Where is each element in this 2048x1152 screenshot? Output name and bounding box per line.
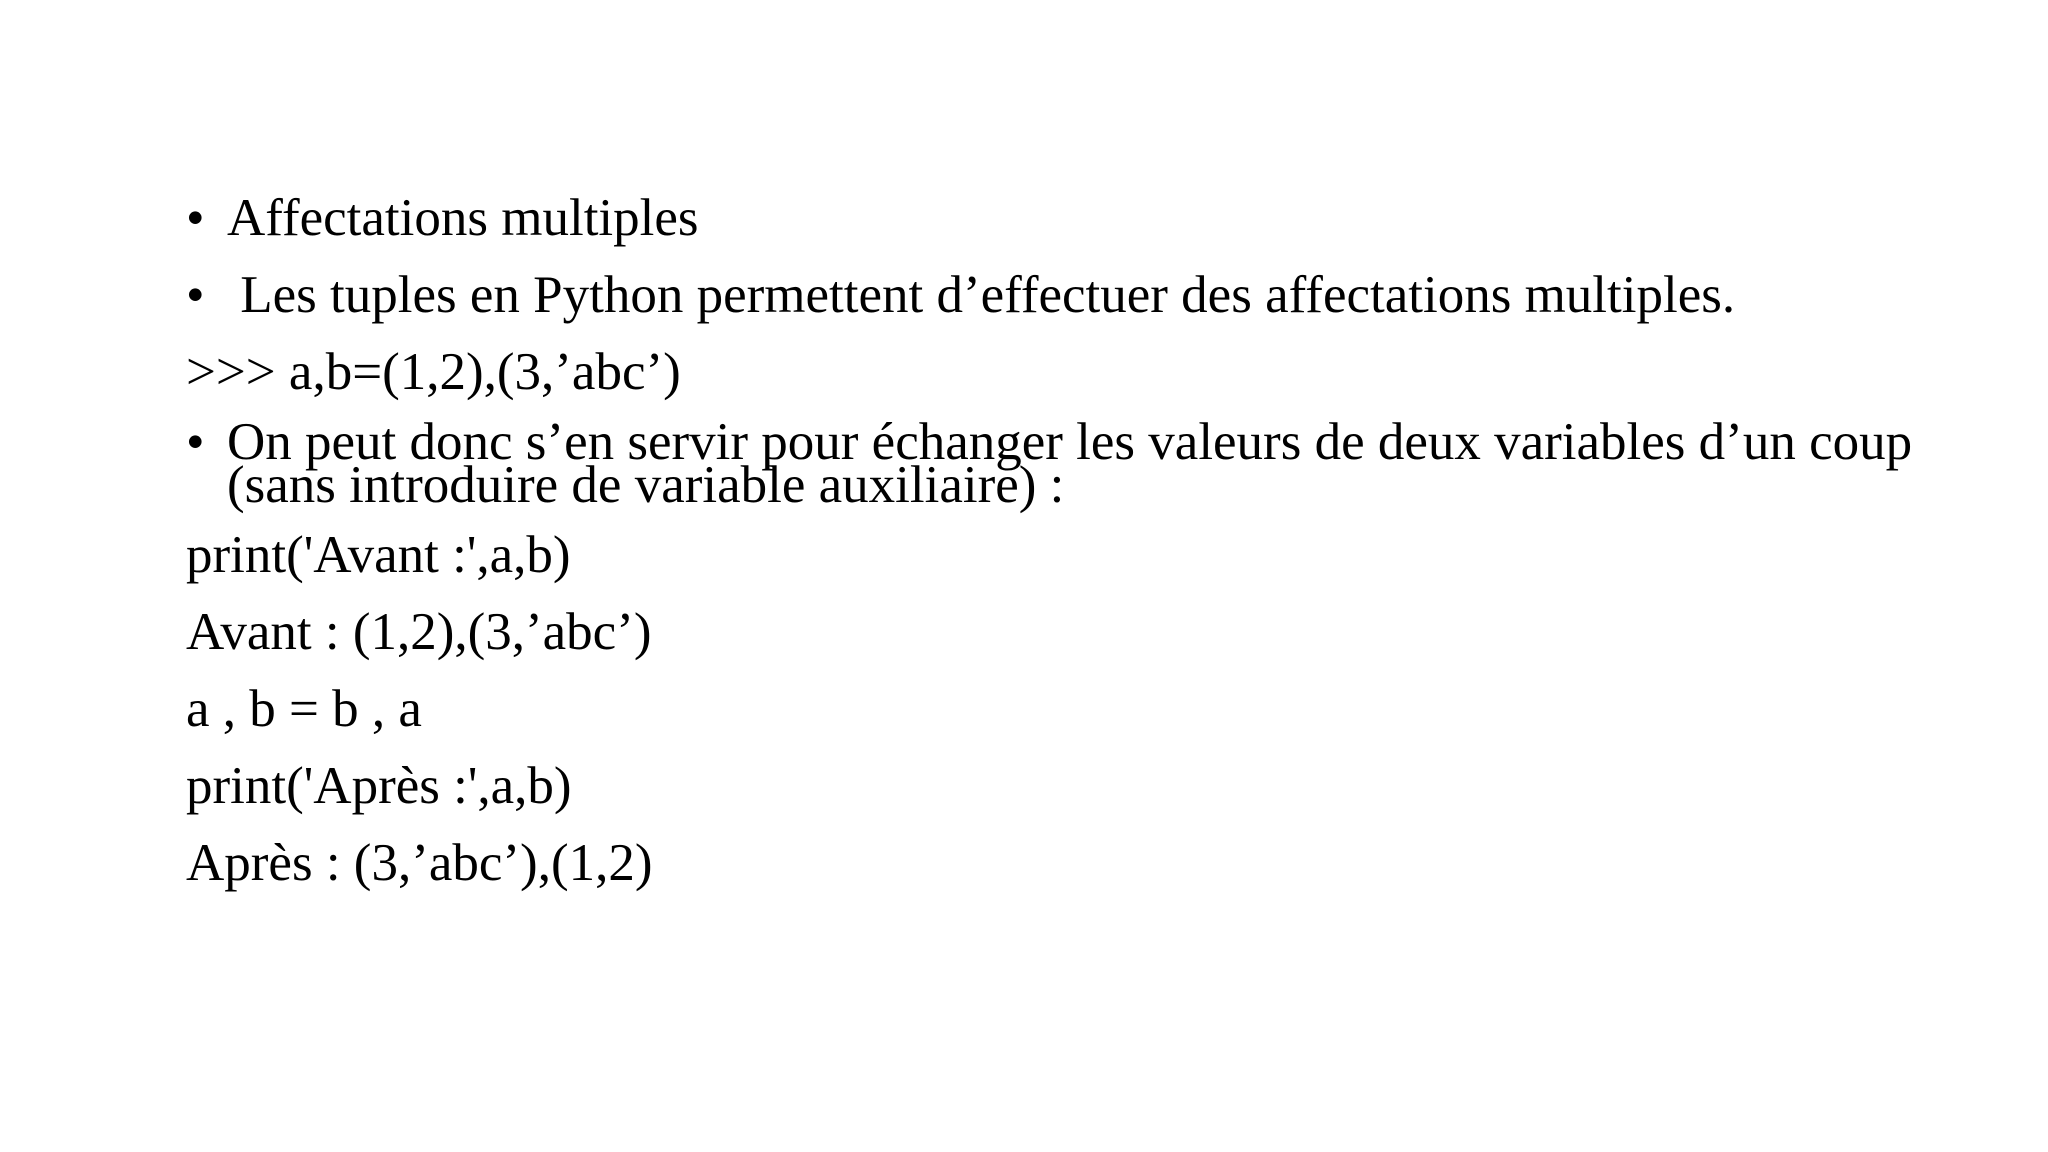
bullet-icon: • <box>186 189 205 247</box>
code-text: print('Avant :',a,b) <box>186 526 571 584</box>
code-text: a , b = b , a <box>186 680 422 738</box>
output-line <box>186 604 1906 661</box>
code-text: >>> a,b=(1,2),(3,’abc’) <box>186 343 681 401</box>
bullet-item <box>186 190 1906 247</box>
bullet-text: On peut donc s’en servir pour échanger les valeurs de deux variables d’un coup (sans introduire de variable auxiliaire) : <box>227 413 1913 514</box>
output-line <box>186 835 1906 892</box>
code-line <box>186 758 1906 815</box>
bullet-item <box>186 413 1927 514</box>
code-text: print('Après :',a,b) <box>186 757 572 815</box>
slide-body <box>186 189 1913 912</box>
bullet-text: Affectations multiples <box>227 189 699 247</box>
bullet-item <box>186 267 1906 324</box>
code-line <box>186 681 1906 738</box>
bullet-icon: • <box>186 413 205 471</box>
bullet-icon: • <box>186 266 205 324</box>
code-line <box>186 344 1906 401</box>
code-line <box>186 527 1906 584</box>
output-text: Avant : (1,2),(3,’abc’) <box>186 603 652 661</box>
bullet-text: Les tuples en Python permettent d’effectuer des affectations multiples. <box>227 266 1736 324</box>
output-text: Après : (3,’abc’),(1,2) <box>186 834 653 892</box>
